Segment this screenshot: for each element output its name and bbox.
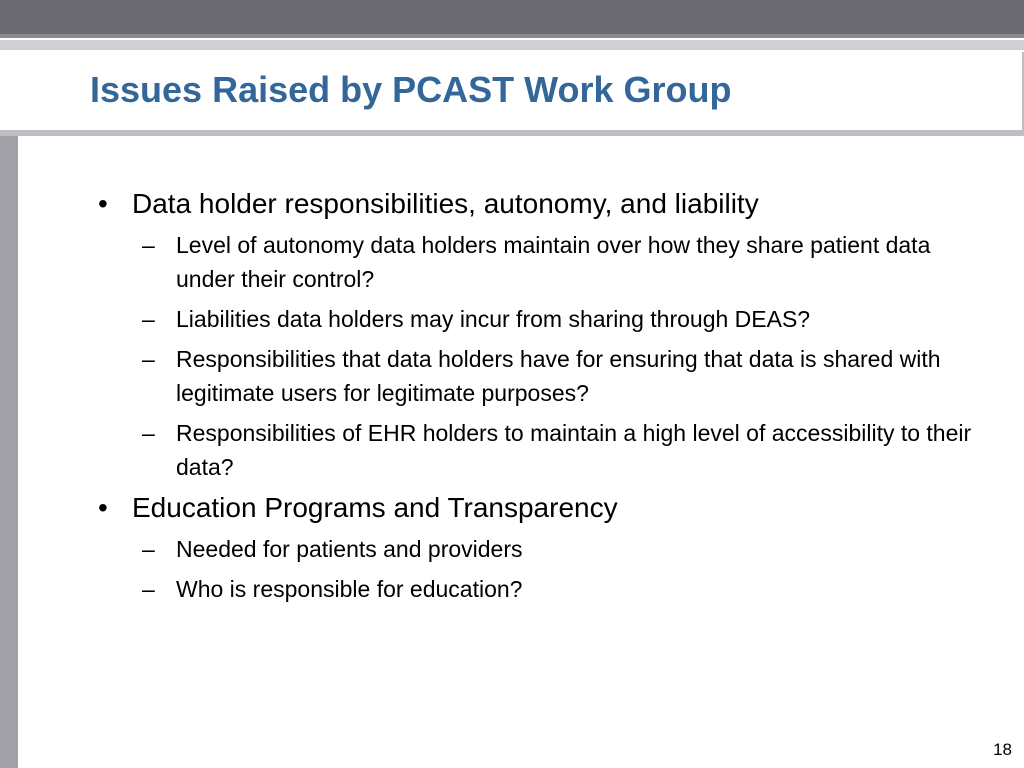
sub-bullet-text: Needed for patients and providers: [176, 536, 523, 562]
sub-bullet-text: Responsibilities of EHR holders to maintain a high level of accessibility to their data?: [176, 420, 972, 480]
slide-title: Issues Raised by PCAST Work Group: [90, 69, 732, 110]
dash-icon: –: [142, 346, 155, 372]
bullet-icon: •: [98, 492, 108, 523]
sub-bullet-item: [90, 342, 990, 410]
slide-content: [90, 186, 990, 612]
sub-bullet-text: Level of autonomy data holders maintain over how they share patient data under their control?: [176, 232, 931, 292]
sub-bullet-text: Liabilities data holders may incur from sharing through DEAS?: [176, 306, 811, 332]
title-underline: [0, 130, 1024, 136]
bullet-text: Education Programs and Transparency: [132, 492, 618, 523]
page-number: 18: [993, 740, 1012, 759]
bullet-text: Data holder responsibilities, autonomy, and liability: [132, 188, 759, 219]
header-band: [0, 0, 1024, 34]
left-side-bar: [0, 136, 18, 768]
dash-icon: –: [142, 536, 155, 562]
dash-icon: –: [142, 306, 155, 332]
dash-icon: –: [142, 576, 155, 602]
header-divider: [0, 34, 1024, 38]
sub-bullet-item: [90, 228, 990, 296]
header-stripe: [0, 40, 1024, 50]
sub-bullet-item: [90, 572, 990, 606]
dash-icon: –: [142, 420, 155, 446]
sub-bullet-item: [90, 302, 990, 336]
sub-bullet-item: [90, 532, 990, 566]
sub-bullet-text: Responsibilities that data holders have for ensuring that data is shared with legitimate users for legitimate purposes?: [176, 346, 941, 406]
bullet-item: [90, 186, 990, 222]
dash-icon: –: [142, 232, 155, 258]
sub-bullet-item: [90, 416, 990, 484]
sub-bullet-text: Who is responsible for education?: [176, 576, 523, 602]
bullet-item: [90, 490, 990, 526]
bullet-icon: •: [98, 188, 108, 219]
